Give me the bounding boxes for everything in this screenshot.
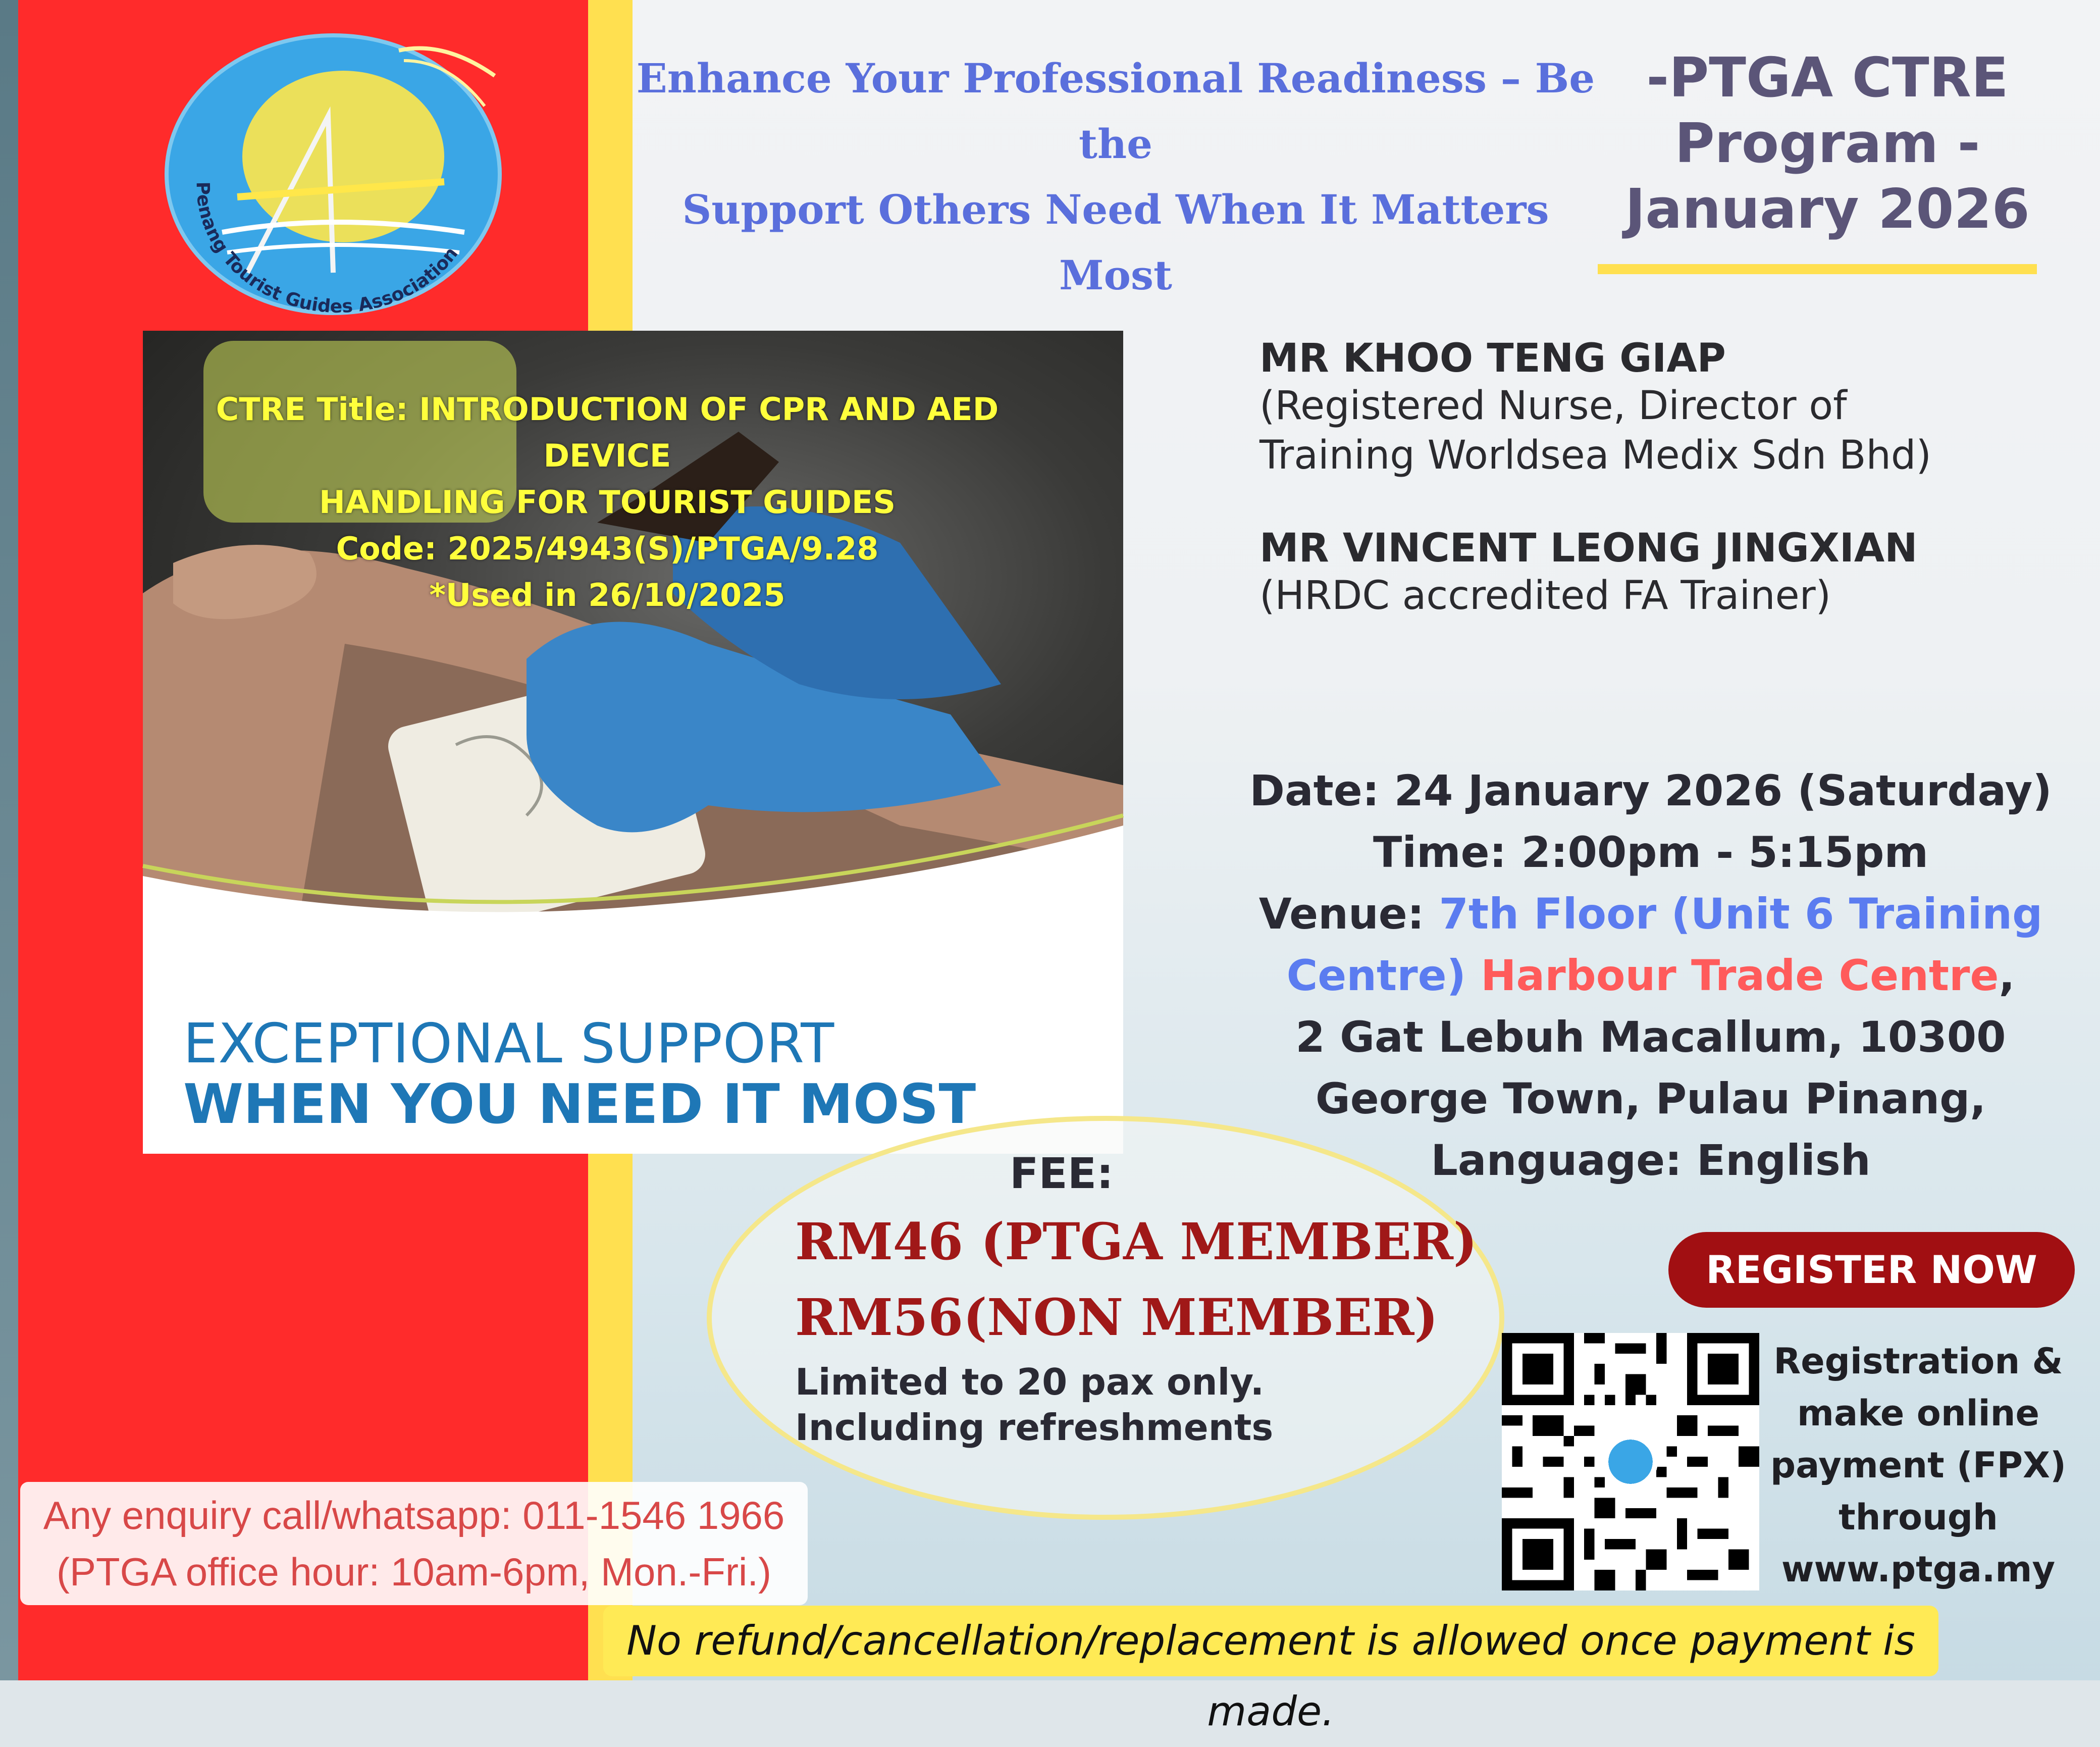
headline-line-2: Support Others Need When It Matters Most [682, 186, 1549, 299]
reg-text-website[interactable]: www.ptga.my [1781, 1549, 2056, 1590]
event-time: Time: 2:00pm - 5:15pm [1373, 828, 1928, 877]
speaker-1-desc-line-2: Training Worldsea Medix Sdn Bhd) [1259, 433, 1931, 478]
cpr-photo [143, 331, 1123, 947]
event-venue-line-2 [1222, 945, 2080, 1006]
ctre-code: Code: 2025/4943(S)/PTGA/9.28 [336, 530, 879, 567]
registration-instructions [1767, 1335, 2070, 1596]
enquiry-office-hours: (PTGA office hour: 10am-6pm, Mon.-Fri.) [57, 1550, 771, 1594]
fee-limit: Limited to 20 pax only. [795, 1361, 1265, 1403]
program-title-line-2: Program - [1674, 112, 1980, 175]
fee-non-member: RM56(NON MEMBER) [795, 1288, 1438, 1347]
enquiry-contact: Any enquiry call/whatsapp: 011-1546 1966 [43, 1493, 785, 1537]
headline-line-1: Enhance Your Professional Readiness – Be the [636, 55, 1595, 168]
registration-qr-code[interactable] [1502, 1333, 1759, 1590]
ctre-info [163, 386, 1052, 619]
program-title-line-1: -PTGA CTRE [1646, 46, 2009, 110]
tagline-line-2: WHEN YOU NEED IT MOST [183, 1073, 976, 1136]
program-title-line-3: January 2026 [1625, 178, 2030, 241]
reg-text-line-3: payment (FPX) [1770, 1445, 2066, 1486]
program-title-underline [1598, 264, 2037, 274]
cpr-photo-card [143, 331, 1123, 1154]
venue-building: Harbour Trade Centre [1481, 951, 1999, 1000]
enquiry-box [20, 1482, 808, 1605]
speaker-1-desc-line-1: (Registered Nurse, Director of [1259, 383, 1847, 429]
speakers [1259, 336, 2087, 621]
tagline-line-1: EXCEPTIONAL SUPPORT [183, 1012, 835, 1075]
speaker-1-name: MR KHOO TENG GIAP [1259, 336, 1726, 381]
venue-centre: Centre) [1286, 951, 1466, 1000]
event-details [1222, 760, 2080, 1191]
reg-text-line-4: through [1839, 1497, 1998, 1538]
speaker-2-desc: (HRDC accredited FA Trainer) [1259, 573, 1831, 619]
left-edge-strip [0, 0, 18, 1680]
ptga-logo [162, 30, 505, 318]
venue-floor: 7th Floor (Unit 6 Training [1439, 889, 2043, 939]
ctre-title-line-2: HANDLING FOR TOURIST GUIDES [319, 484, 896, 521]
headline [636, 45, 1595, 308]
register-now-button[interactable]: REGISTER NOW [1668, 1232, 2075, 1308]
event-address-line-1: 2 Gat Lebuh Macallum, 10300 [1295, 1012, 2006, 1062]
ctre-used-note: *Used in 26/10/2025 [429, 577, 785, 613]
program-title [1575, 45, 2080, 242]
reg-text-line-1: Registration & [1773, 1341, 2063, 1382]
fee-member: RM46 (PTGA MEMBER) [795, 1212, 1478, 1271]
refund-notice: No refund/cancellation/replacement is allowed once payment is made. [603, 1606, 1938, 1676]
venue-comma: , [1999, 951, 2015, 1000]
logo-text: Penang Tourist Guides Association [192, 181, 462, 318]
fee-label: FEE: [1010, 1149, 1114, 1198]
reg-text-line-2: make online [1797, 1393, 2039, 1434]
event-address-line-2: George Town, Pulau Pinang, [1315, 1074, 1986, 1123]
venue-label: Venue: [1258, 889, 1439, 939]
event-date: Date: 24 January 2026 (Saturday) [1249, 766, 2052, 815]
event-venue-line-1 [1222, 883, 2080, 945]
fee-refreshments: Including refreshments [795, 1406, 1274, 1449]
event-language: Language: English [1431, 1136, 1871, 1185]
speaker-2-name: MR VINCENT LEONG JINGXIAN [1259, 526, 1918, 571]
ctre-title-line-1: CTRE Title: INTRODUCTION OF CPR AND AED DEVICE [216, 391, 999, 474]
